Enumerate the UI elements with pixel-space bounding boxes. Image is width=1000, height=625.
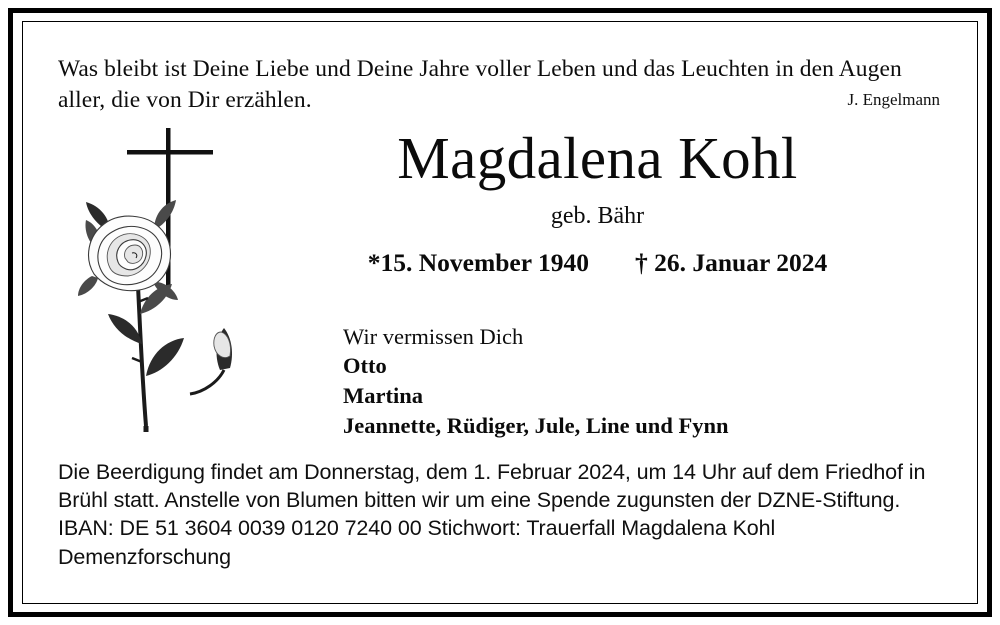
mourners-block xyxy=(253,322,942,440)
funeral-info-text: Die Beerdigung findet am Donnerstag, dem 1. Februar 2024, um 14 Uhr auf dem Friedhof in Brühl statt. Anstelle von Blumen bitten wir um eine Spende zugunsten der DZNE-Stiftung. IBAN: DE 51 3604 0039 0120 7240 00 Stichwort: Trauerfall Magdalena Kohl Demenzforschung xyxy=(58,459,926,569)
name-block xyxy=(253,125,942,440)
deceased-name: Magdalena Kohl xyxy=(397,125,798,192)
quote-text: Was bleibt ist Deine Liebe und Deine Jahre voller Leben und das Leuchten in den Augen aller, die von Dir erzählen. xyxy=(58,56,902,114)
death-date: † 26. Januar 2024 xyxy=(634,247,828,277)
mourner-name: Martina xyxy=(343,382,423,408)
birth-date: *15. November 1940 xyxy=(367,247,589,277)
rose-with-cross-illustration xyxy=(58,126,258,446)
mourner-name: Jeannette, Rüdiger, Jule, Line und Fynn xyxy=(343,412,729,438)
mourner-name: Otto xyxy=(343,353,387,379)
obituary-content xyxy=(58,54,942,571)
border-frame-inner xyxy=(22,21,978,604)
main-area xyxy=(58,126,942,456)
quote-author: J. Engelmann xyxy=(847,90,940,110)
maiden-name: geb. Bähr xyxy=(550,202,645,229)
mourning-intro: Wir vermissen Dich xyxy=(343,323,524,349)
life-dates xyxy=(253,248,942,278)
